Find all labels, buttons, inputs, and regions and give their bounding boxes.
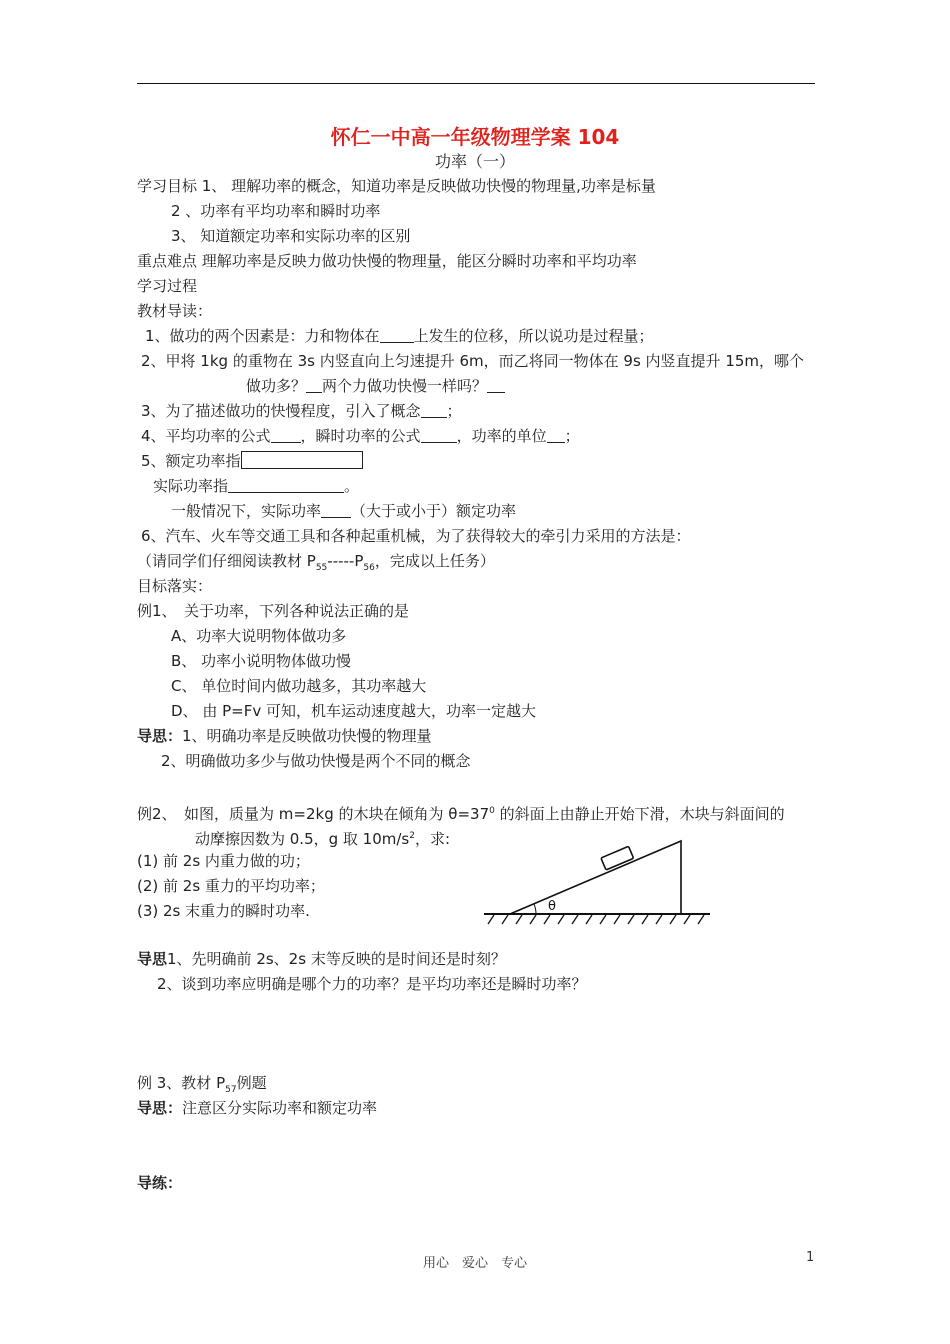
practice-heading: 导练： — [137, 1174, 183, 1192]
q3-text-a: 3、为了描述做功的快慢程度，引入了概念 — [141, 402, 421, 420]
guide-3-label: 导思： — [137, 1099, 183, 1117]
example-3 — [137, 1073, 267, 1100]
q5-blank-2[interactable] — [321, 503, 351, 518]
q5-blank-1[interactable] — [228, 478, 344, 493]
guide-2-label: 导思 — [137, 950, 168, 968]
textbook-guide: 教材导读： — [137, 302, 213, 320]
target-heading: 目标落实： — [137, 577, 213, 595]
q5-answer-box[interactable] — [241, 451, 363, 469]
ground-hatching — [488, 915, 704, 924]
q2-text-c: 两个力做功快慢一样吗？ — [322, 377, 488, 395]
question-2: 2、甲将 1kg 的重物在 3s 内竖直向上匀速提升 6m，而乙将同一物体在 9s 内竖直提升 15m，哪个 — [141, 352, 805, 370]
part-2: (2) 前 2s 重力的平均功率； — [137, 877, 325, 895]
document-subtitle: 功率（一） — [434, 152, 515, 171]
note-sub-2: 56 — [363, 563, 375, 573]
ex2-text-b: 的斜面上由静止开始下滑，木块与斜面间的 — [494, 805, 785, 823]
guide-1-a: 1、明确功率是反映做功快慢的物理量 — [182, 727, 432, 745]
ex2-text-d: ，求: — [414, 830, 451, 848]
example-1: 例1、 关于功率，下列各种说法正确的是 — [137, 602, 410, 620]
incline-diagram — [480, 836, 712, 936]
ex2-text-a: 例2、 如图，质量为 m=2kg 的木块在倾角为 θ=37 — [137, 805, 490, 823]
learning-process: 学习过程 — [137, 277, 198, 295]
q4-blank-3[interactable] — [547, 428, 565, 443]
example-2 — [137, 801, 785, 824]
part-3: (3) 2s 末重力的瞬时功率. — [137, 902, 310, 920]
option-d: D、 由 P=Fv 可知，机车运动速度越大，功率一定越大 — [171, 702, 536, 720]
question-2-cont — [246, 376, 505, 396]
key-points: 重点难点 理解功率是反映力做功快慢的物理量，能区分瞬时功率和平均功率 — [137, 252, 637, 270]
question-5-compare — [171, 501, 516, 521]
ex2-sup: 0 — [489, 806, 495, 816]
question-5 — [141, 451, 363, 471]
example-2-cont — [195, 826, 450, 849]
guide-3-text: 注意区分实际功率和额定功率 — [182, 1099, 378, 1117]
goal-1: 学习目标 1、 理解功率的概念，知道功率是反映做功快慢的物理量,功率是标量 — [137, 177, 656, 195]
ex2-text-c: 动摩擦因数为 0.5，g 取 10m/s — [195, 830, 410, 848]
q1-text-a: 1、做功的两个因素是：力和物体在 — [145, 327, 380, 345]
theta-label: θ — [548, 899, 556, 914]
goal-2: 2 、功率有平均功率和瞬时功率 — [171, 202, 381, 220]
reading-note — [137, 551, 495, 578]
ex3-text-b: 例题 — [236, 1074, 267, 1092]
option-a: A、功率大说明物体做功多 — [171, 627, 347, 645]
goal-3: 3、 知道额定功率和实际功率的区别 — [171, 227, 411, 245]
question-4 — [141, 426, 580, 446]
q1-blank[interactable] — [380, 328, 414, 343]
q2-text-b: 做功多？ — [246, 377, 307, 395]
note-text-a: （请同学们仔细阅读教材 P — [137, 552, 316, 570]
q5-text-a: 5、额定功率指 — [141, 452, 241, 470]
question-1 — [145, 326, 654, 346]
incline-triangle — [510, 841, 681, 914]
q4-text-c: ，功率的单位 — [456, 427, 547, 445]
q5-text-c: 。 — [344, 477, 360, 495]
guide-thought-3 — [137, 1098, 377, 1118]
document-title: 怀仁一中高一年级物理学案 104 — [330, 125, 620, 149]
note-sub-1: 55 — [315, 563, 328, 573]
q1-text-b: 上发生的位移，所以说功是过程量； — [413, 327, 654, 345]
q4-text-d: ； — [564, 427, 580, 445]
q5-text-d: 一般情况下，实际功率 — [171, 502, 322, 520]
guide-2-a: 1、先明确前 2s、2s 末等反映的是时间还是时刻？ — [167, 950, 506, 968]
angle-arc — [534, 904, 536, 914]
ex3-sub: 57 — [225, 1085, 237, 1095]
page-number: 1 — [806, 1250, 815, 1265]
q4-blank-2[interactable] — [421, 428, 457, 443]
q5-text-e: （大于或小于）额定功率 — [351, 502, 517, 520]
q3-text-b: ； — [446, 402, 462, 420]
ex2-sup-2: 2 — [409, 831, 415, 841]
guide-label: 导思： — [137, 727, 183, 745]
q4-blank-1[interactable] — [271, 428, 301, 443]
option-c: C、 单位时间内做功越多，其功率越大 — [171, 677, 427, 695]
note-text-b: -----P — [327, 552, 364, 570]
q4-text-b: ，瞬时功率的公式 — [300, 427, 421, 445]
footer-motto: 用心 爱心 专心 — [422, 1256, 527, 1271]
q5-text-b: 实际功率指 — [153, 477, 229, 495]
guide-thought-1b: 2、明确做功多少与做功快慢是两个不同的概念 — [161, 752, 471, 770]
option-b: B、 功率小说明物体做功慢 — [171, 652, 352, 670]
q2-blank-2[interactable] — [487, 378, 505, 393]
q2-blank-1[interactable] — [306, 378, 322, 393]
wood-block — [601, 846, 634, 870]
question-5-actual — [153, 476, 359, 496]
note-text-c: ，完成以上任务） — [374, 552, 495, 570]
guide-thought-2 — [137, 949, 506, 969]
part-1: (1) 前 2s 内重力做的功； — [137, 852, 310, 870]
ex3-text-a: 例 3、教材 P — [137, 1074, 226, 1092]
question-6: 6、汽车、火车等交通工具和各种起重机械，为了获得较大的牵引力采用的方法是： — [141, 527, 691, 545]
header-rule — [137, 83, 815, 84]
guide-thought-2b: 2、谈到功率应明确是哪个力的功率？是平均功率还是瞬时功率？ — [157, 975, 587, 993]
q3-blank[interactable] — [421, 403, 447, 418]
guide-thought-1 — [137, 726, 432, 746]
q4-text-a: 4、平均功率的公式 — [141, 427, 271, 445]
question-3 — [141, 401, 462, 421]
